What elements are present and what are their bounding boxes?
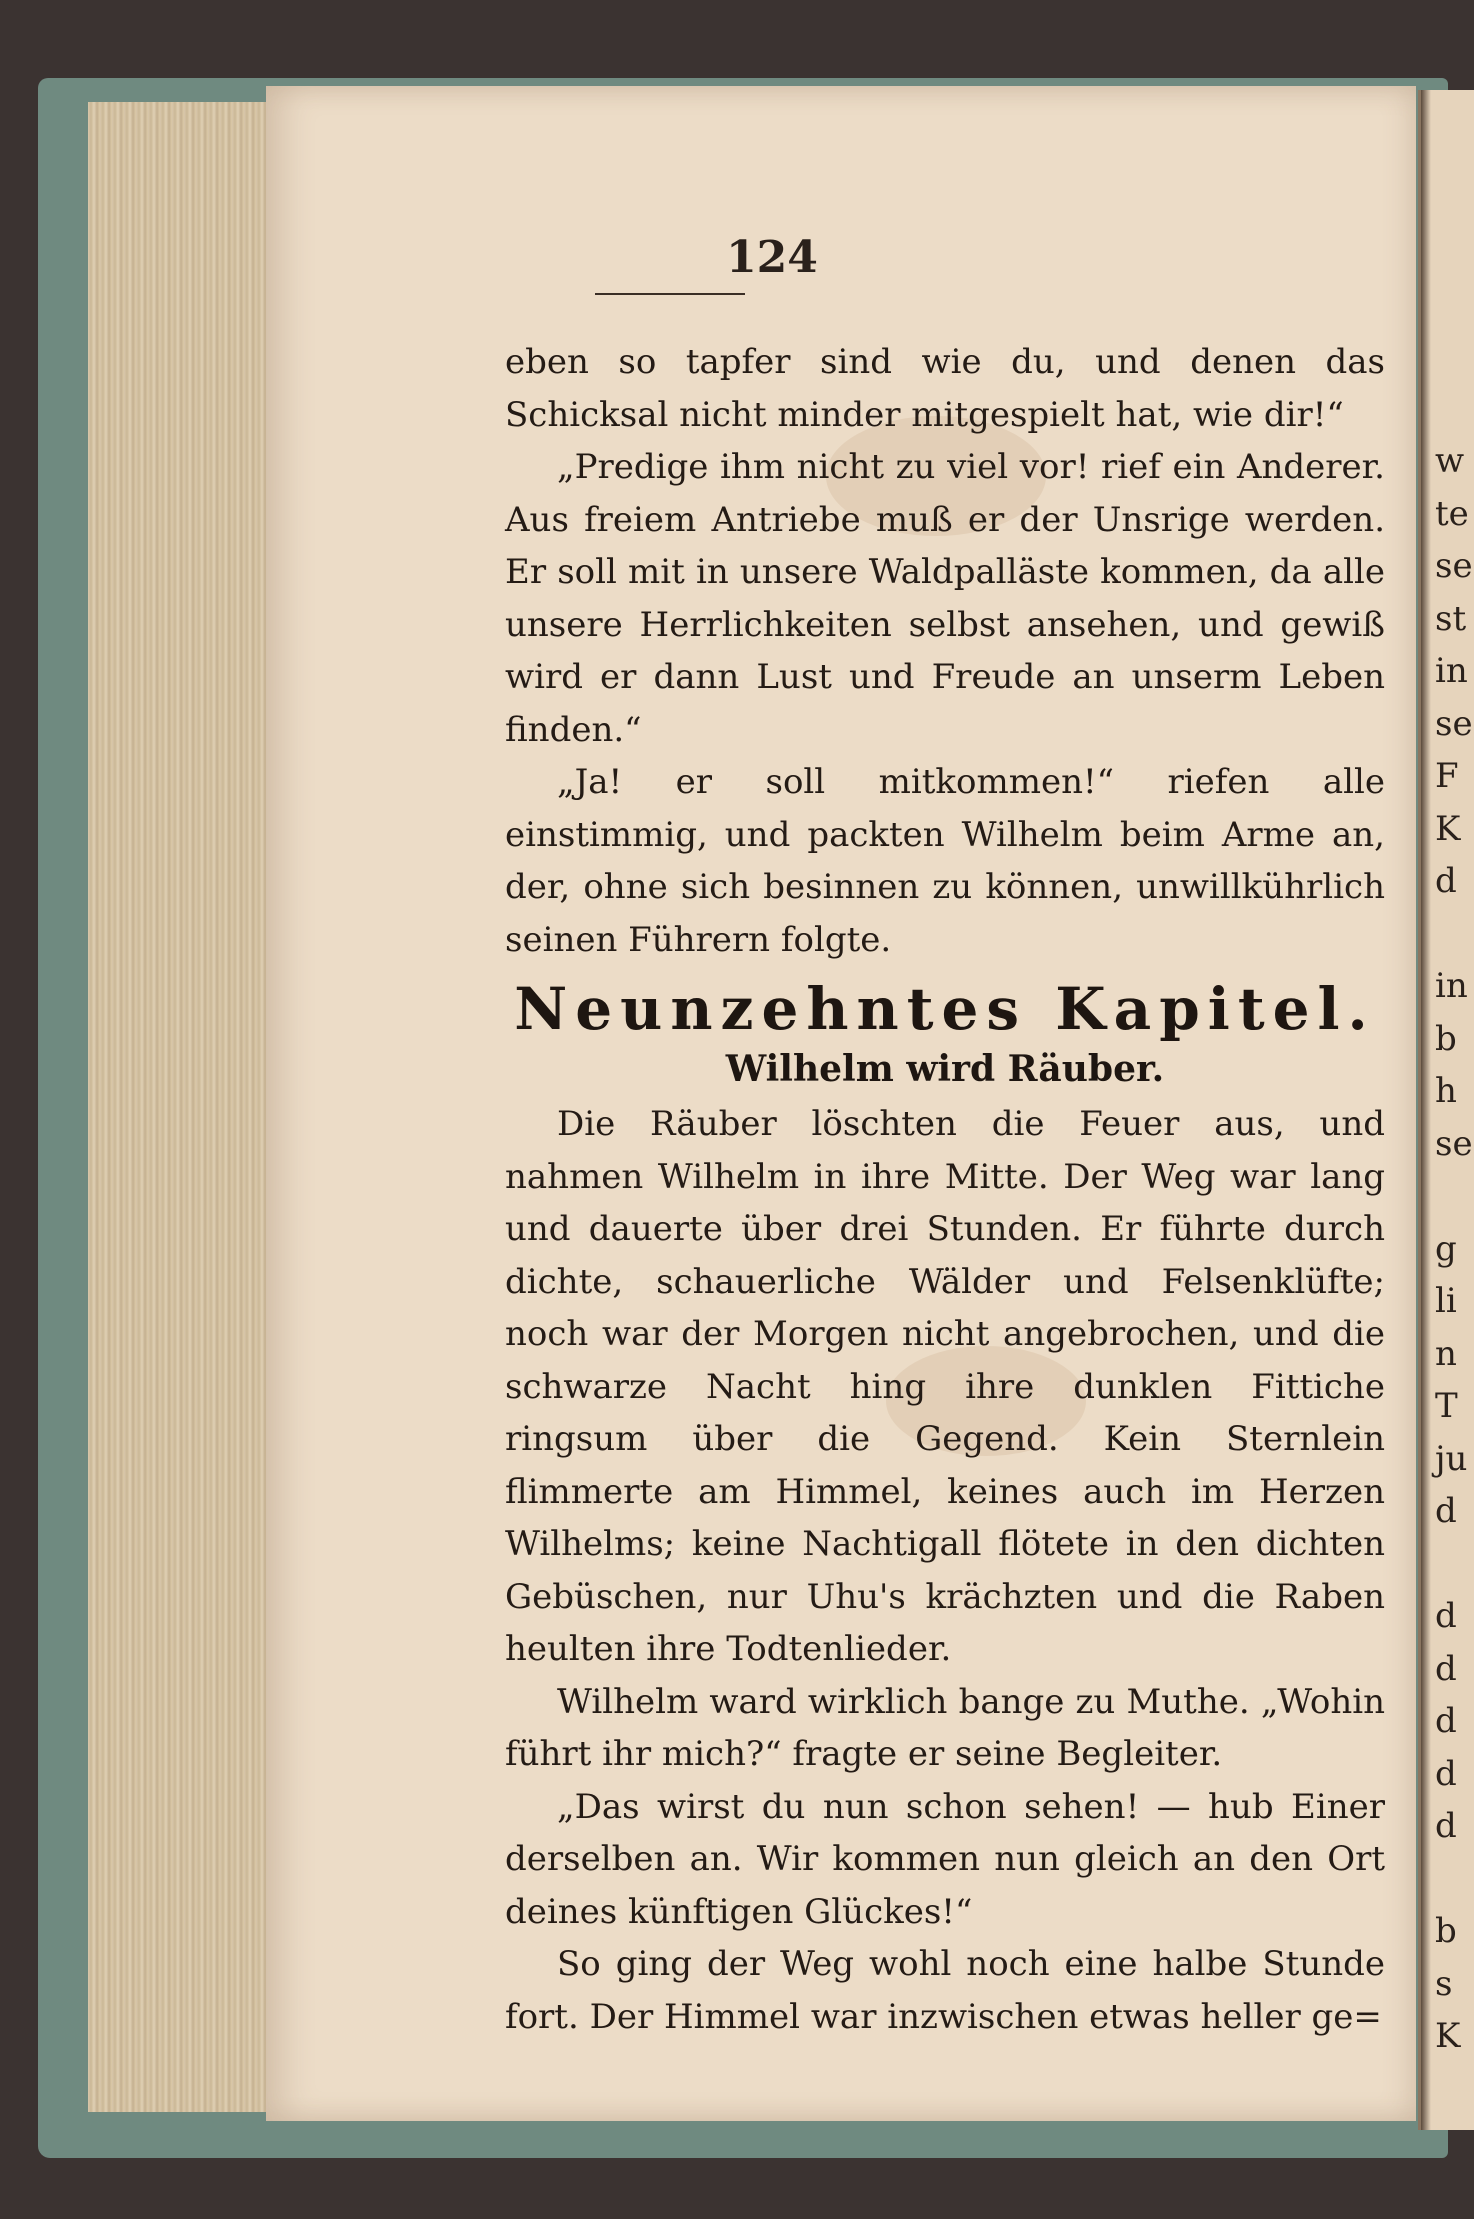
next-page-fragment: T bbox=[1435, 1386, 1458, 1426]
next-page-fragment: w bbox=[1435, 441, 1465, 481]
next-page-fragment: d bbox=[1435, 1648, 1457, 1689]
paragraph: Die Räuber löschten die Feuer aus, und nahmen Wilhelm in ihre Mitte. Der Weg war lang und dauerte über drei Stunden. Er führte durch dichte, schauerliche Wälder und Felsenklüfte; noch war der Morgen nicht angebrochen, und die schwarze Nacht hing ihre dunklen Fittiche ringsum über die Gegend. Kein Sternlein flimmerte am Himmel, keines auch im Herzen Wilhelms; keine Nachtigall flötete in den dichten Gebüschen, nur Uhu's krächzten und die Raben heulten ihre Todtenlieder. bbox=[505, 1104, 1385, 1669]
next-page-fragment: h bbox=[1435, 1071, 1457, 1111]
next-page-fragment: b bbox=[1435, 1018, 1457, 1059]
next-page-fragment: d bbox=[1435, 1753, 1457, 1794]
paragraph: „Das wirst du nun schon sehen! — hub Einer derselben an. Wir kommen nun gleich an den Ort deines künftigen Glückes!“ bbox=[505, 1786, 1385, 1932]
next-page-fragment: d bbox=[1435, 861, 1457, 901]
chapter-subtitle: Wilhelm wird Räuber. bbox=[725, 1048, 1165, 1090]
page-number: 124 bbox=[726, 232, 818, 283]
next-page-fragment bbox=[1435, 1538, 1474, 1591]
paragraph: eben so tapfer sind wie du, und denen das Schicksal nicht minder mitgespielt hat, wie dir!“ bbox=[505, 342, 1385, 435]
next-page-fragment: n bbox=[1435, 1333, 1457, 1374]
next-page-fragment: d bbox=[1435, 1491, 1457, 1531]
next-page-fragment: K bbox=[1435, 808, 1461, 849]
next-page-fragment: d bbox=[1435, 1806, 1457, 1846]
next-page-fragment: te bbox=[1435, 493, 1469, 534]
next-page-fragment: li bbox=[1435, 1281, 1457, 1321]
next-page-fragment: ju bbox=[1435, 1438, 1468, 1479]
chapter-title: Neunzehntes Kapitel. bbox=[514, 975, 1376, 1043]
next-page-fragment: in bbox=[1435, 651, 1468, 691]
next-page-fragment: in bbox=[1435, 966, 1468, 1006]
next-page-fragments bbox=[1435, 435, 1474, 2063]
next-page-fragment: F bbox=[1435, 756, 1459, 796]
next-page-fragment: d bbox=[1435, 1701, 1457, 1741]
paragraph: „Predige ihm nicht zu viel vor! rief ein Anderer. Aus freiem Antriebe muß er der Unsrige werden. Er soll mit in unsere Waldpalläste kommen, da alle unsere Herrlichkeiten selbst ansehen, und gewiß wird er dann Lust und Freude an unserm Leben finden.“ bbox=[505, 447, 1385, 750]
next-page-fragment: se bbox=[1435, 1123, 1473, 1164]
page-edges bbox=[88, 102, 270, 2112]
paragraph: So ging der Weg wohl noch eine halbe Stunde fort. Der Himmel war inzwischen etwas heller ge= bbox=[505, 1944, 1385, 2037]
next-page-fragment: b bbox=[1435, 1911, 1457, 1951]
next-page-fragment: g bbox=[1435, 1228, 1457, 1269]
next-page-fragment: d bbox=[1435, 1596, 1457, 1636]
next-page-fragment: se bbox=[1435, 703, 1473, 744]
page-number-rule bbox=[595, 293, 745, 295]
next-page-edge bbox=[1418, 90, 1474, 2130]
paragraph: „Ja! er soll mitkommen!“ riefen alle einstimmig, und packten Wilhelm beim Arme an, der, ohne sich besinnen zu können, unwillkührlich seinen Führern folgte. bbox=[505, 762, 1385, 960]
paragraph: Wilhelm ward wirklich bange zu Muthe. „Wohin führt ihr mich?“ fragte er seine Begleiter. bbox=[505, 1681, 1385, 1774]
next-page-fragment: se bbox=[1435, 546, 1473, 586]
next-page-fragment: s bbox=[1435, 1963, 1453, 2004]
next-page-fragment bbox=[1435, 908, 1474, 961]
next-page-fragment: K bbox=[1435, 2016, 1461, 2056]
next-page-fragment bbox=[1435, 1853, 1474, 1906]
page-text bbox=[505, 336, 1385, 2043]
gutter-shadow bbox=[1421, 90, 1431, 2130]
next-page-fragment bbox=[1435, 1170, 1474, 1223]
next-page-fragment: st bbox=[1435, 598, 1467, 639]
